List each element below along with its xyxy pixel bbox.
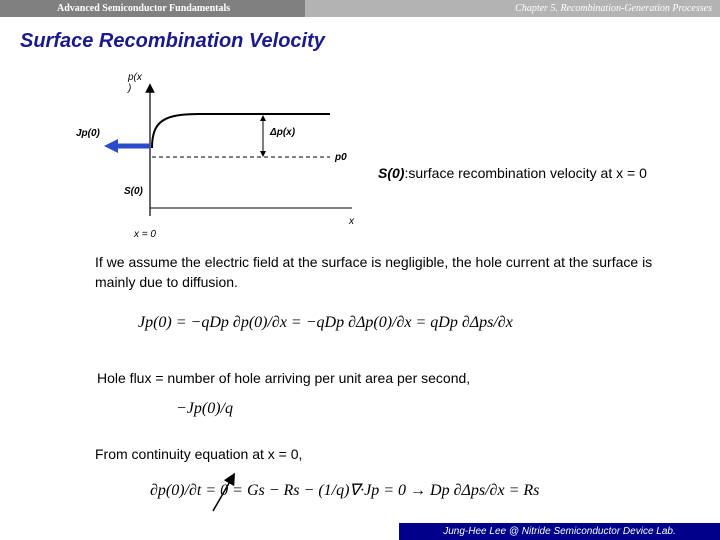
x0-label: x = 0 — [134, 229, 156, 240]
jp-label: Jp(0) — [76, 128, 100, 139]
y-axis-label: p(x ) — [128, 72, 142, 94]
s0-label: S(0) — [124, 186, 143, 197]
x-axis-label: x — [349, 216, 354, 227]
footer-author: Jung-Hee Lee @ Nitride Semiconductor Device Lab. — [399, 523, 720, 540]
header-course-title: Advanced Semiconductor Fundamentals — [0, 0, 305, 17]
equation-hole-flux: −Jp(0)/q — [176, 400, 233, 417]
svr-symbol: S(0) — [378, 165, 405, 181]
header-chapter-title: Chapter 5. Recombination-Generation Processes — [305, 0, 720, 17]
hole-profile-curve — [152, 114, 330, 148]
svr-text: :surface recombination velocity at x = 0 — [404, 165, 647, 181]
equation-continuity: ∂p(0)/∂t = 0 = Gs − Rs − (1/q)∇·Jp = 0 → Dp ∂Δps/∂x = Rs — [150, 482, 540, 499]
p0-label: p0 — [335, 152, 347, 163]
equation-hole-current: Jp(0) = −qDp ∂p(0)/∂x = −qDp ∂Δp(0)/∂x = qDp ∂Δps/∂x — [138, 314, 513, 331]
paragraph-diffusion: If we assume the electric field at the surface is negligible, the hole current at the surface is mainly due to diffusion. — [95, 254, 653, 290]
jp-blue-arrow-head — [104, 139, 118, 153]
delta-p-label: Δp(x) — [270, 127, 296, 138]
slide-title: Surface Recombination Velocity — [20, 30, 325, 52]
svr-note — [378, 165, 647, 181]
paragraph-continuity: From continuity equation at x = 0, — [95, 446, 303, 462]
paragraph-hole-flux: Hole flux = number of hole arriving per unit area per second, — [97, 370, 471, 386]
